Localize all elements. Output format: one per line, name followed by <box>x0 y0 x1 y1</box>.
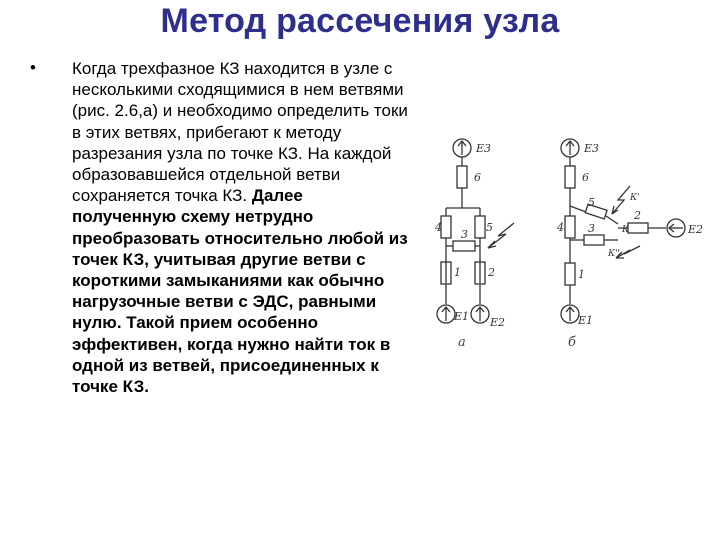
b-label-4: 4 <box>557 221 564 234</box>
a-resistor-5 <box>475 216 485 238</box>
a-label-2: 2 <box>488 266 495 279</box>
a-resistor-6 <box>457 166 467 188</box>
b-label-1: 1 <box>578 268 585 281</box>
diagram-a <box>437 139 514 323</box>
a-label-3: 3 <box>461 228 468 241</box>
a-label-4: 4 <box>435 221 442 234</box>
b-label-5: 5 <box>588 196 595 209</box>
b-resistor-4 <box>565 216 575 238</box>
a-label-1: 1 <box>454 266 461 279</box>
a-label-e3: E3 <box>476 142 492 155</box>
b-resistor-6 <box>565 166 575 188</box>
b-resistor-2 <box>628 223 648 233</box>
b-label-k: К <box>622 225 629 235</box>
b-label-3: 3 <box>588 222 595 235</box>
bullet-mark: • <box>30 58 36 77</box>
circuit-svg <box>418 128 708 358</box>
b-caption: б <box>568 335 576 350</box>
body-paragraph <box>72 58 410 397</box>
b-label-k2: К'' <box>608 249 620 259</box>
a-label-e1: E1 <box>454 310 470 323</box>
b-label-e1: E1 <box>578 314 594 327</box>
b-label-6: 6 <box>582 171 589 184</box>
b-label-2: 2 <box>634 209 641 222</box>
body-text-bold: Далее полученную схему нетрудно преобразовать относительно любой из точек КЗ, учитывая другие ветви с короткими замыканиями как обычно нагрузочные ветви с ЭДС, равными нулю. Такой прием особенно эффективен, когда нужно найти ток в одной из ветвей, присоединенных к точке КЗ. <box>72 186 408 397</box>
body-text-normal: Когда трехфазное КЗ находится в узле с несколькими сходящимися в нем ветвями (рис. 2.6,а) и необходимо определить токи в этих ветвях, прибегают к методу разрезания узла по точке КЗ. На каждой образовавшейся отдельной ветви сохраняется точка КЗ. <box>72 59 408 206</box>
a-caption: а <box>458 335 466 350</box>
slide-title: Метод рассечения узла <box>160 2 560 40</box>
b-label-k1: К' <box>630 193 640 203</box>
a-label-6: 6 <box>474 171 481 184</box>
b-label-e2: E2 <box>688 223 704 236</box>
b-resistor-1 <box>565 263 575 285</box>
b-resistor-3 <box>584 235 604 245</box>
b-label-e3: E3 <box>584 142 600 155</box>
a-label-e2: E2 <box>490 316 506 329</box>
a-resistor-3 <box>453 241 475 251</box>
circuit-figure <box>418 128 708 358</box>
a-resistor-4 <box>441 216 451 238</box>
b-fault-arrow-1 <box>612 186 630 214</box>
a-label-5: 5 <box>486 221 493 234</box>
